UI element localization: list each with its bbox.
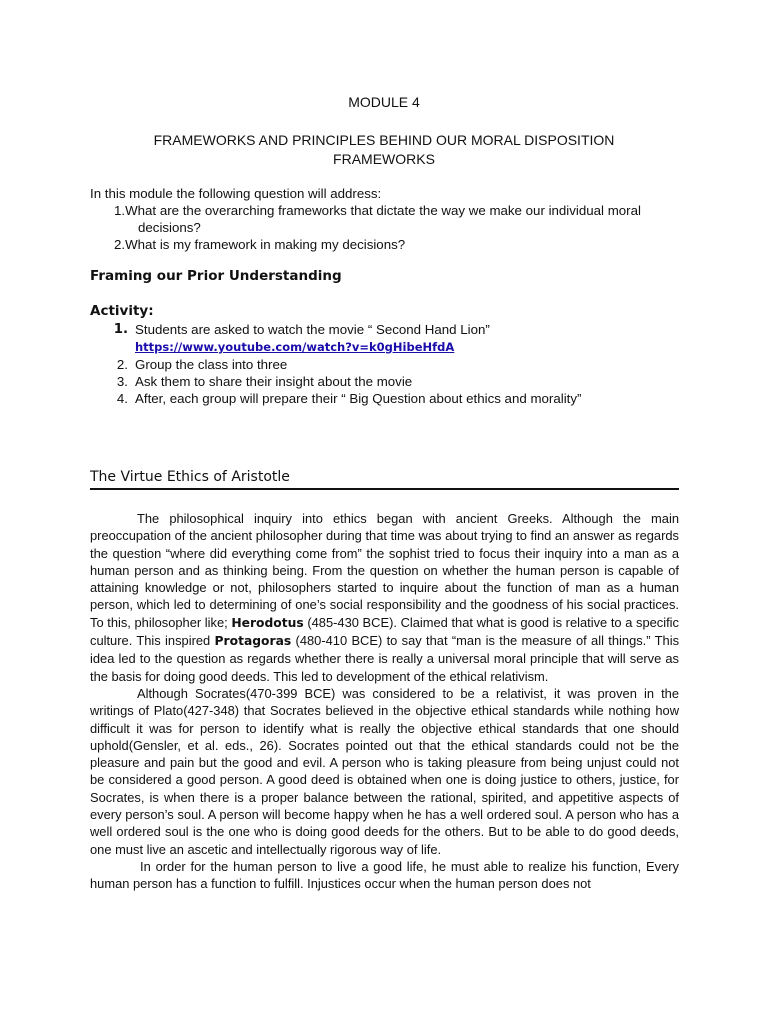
- activity-number: 3.: [116, 374, 128, 389]
- activity-item: [90, 356, 690, 373]
- activity-number: 1.: [113, 322, 128, 337]
- activity-heading: Activity:: [90, 303, 154, 319]
- activity-number: 2.: [116, 357, 128, 372]
- module-title: MODULE 4: [348, 94, 420, 110]
- youtube-link[interactable]: https://www.youtube.com/watch?v=k0gHibeHfdA: [135, 340, 455, 354]
- herodotus-name: Herodotus: [231, 615, 304, 630]
- question-2: 2.What is my framework in making my decisions?: [114, 237, 406, 252]
- paragraph-1-part-c: (480-410 BCE) to say that “man is the measure of all things.” This idea led to the question as regards whether there is really a universal moral principle that will serve as the basis for doing good deeds. This led to development of the ethical relativism.: [90, 633, 680, 684]
- paragraph-2: Although Socrates(470-399 BCE) was considered to be a relativist, it was proven in the writings of Plato(427-348) that Socrates believed in the objective ethical standards while nothing how difficult it was for person to identify what is really the objective ethical standards that one should uphold(Gensler, et al. eds., 26). Socrates pointed out that the ethical standards could not be the pleasure and pain but the good and evil. A person who is taking pleasure from being unjust could not be considered a good person. A good deed is obtained when one is doing justice to others, justice, for Socrates, is when there is a proper balance between the rational, spirited, and appetitive aspects of every person’s soul. A person will become happy when he has a well ordered soul. A person who has a well ordered soul is the one who is doing good deeds for the others. But to be able to do good deeds, one must live an ascetic and intellectually rigorous way of life.: [90, 685, 679, 857]
- paragraph-1-part-b: (485-430 BCE). Claimed that what is good is relative to a specific culture. This inspired: [90, 614, 679, 649]
- frameworks-title: FRAMEWORKS AND PRINCIPLES BEHIND OUR MORAL DISPOSITION FRAMEWORKS: [153, 132, 615, 167]
- activity-list: [90, 321, 690, 407]
- activity-text: After, each group will prepare their “ Big Question about ethics and morality”: [135, 391, 582, 406]
- activity-text: Students are asked to watch the movie “ Second Hand Lion”: [135, 322, 490, 337]
- activity-item: [90, 373, 690, 390]
- activity-item: [90, 321, 690, 356]
- paragraph-3: In order for the human person to live a good life, he must able to realize his function, Every human person has a function to fulfill. Injustices occur when the human person does not: [90, 858, 679, 892]
- activity-number: 4.: [116, 391, 128, 406]
- paragraph-1-part-a: The philosophical inquiry into ethics began with ancient Greeks. Although the main preoccupation of the ancient philosopher during that time was about trying to find an answer as regards the question “where did everything come from” the sophist tried to focus their inquiry into a man as a human person and as thinking being. From the question on whether the human person is capable of attaining knowledge or not, philosophers started to inquire about the function of man as a human person, which led to determining of one’s social responsibility and the goodness of his social practices. To this, philosopher like;: [90, 511, 679, 630]
- paragraph-1: [90, 510, 679, 685]
- activity-item: [90, 390, 690, 407]
- intro-lead: In this module the following question will address:: [90, 186, 382, 201]
- protagoras-name: Protagoras: [214, 634, 292, 649]
- activity-text: Ask them to share their insight about the movie: [135, 374, 413, 389]
- intro-section: [90, 185, 690, 253]
- activity-text: Group the class into three: [135, 357, 288, 372]
- question-1-continued: decisions?: [138, 220, 201, 235]
- question-1: 1.What are the overarching frameworks that dictate the way we make our individual moral: [114, 203, 641, 218]
- section-title: The Virtue Ethics of Aristotle: [90, 469, 679, 490]
- framing-heading: Framing our Prior Understanding: [90, 268, 342, 284]
- body-text: [90, 510, 679, 893]
